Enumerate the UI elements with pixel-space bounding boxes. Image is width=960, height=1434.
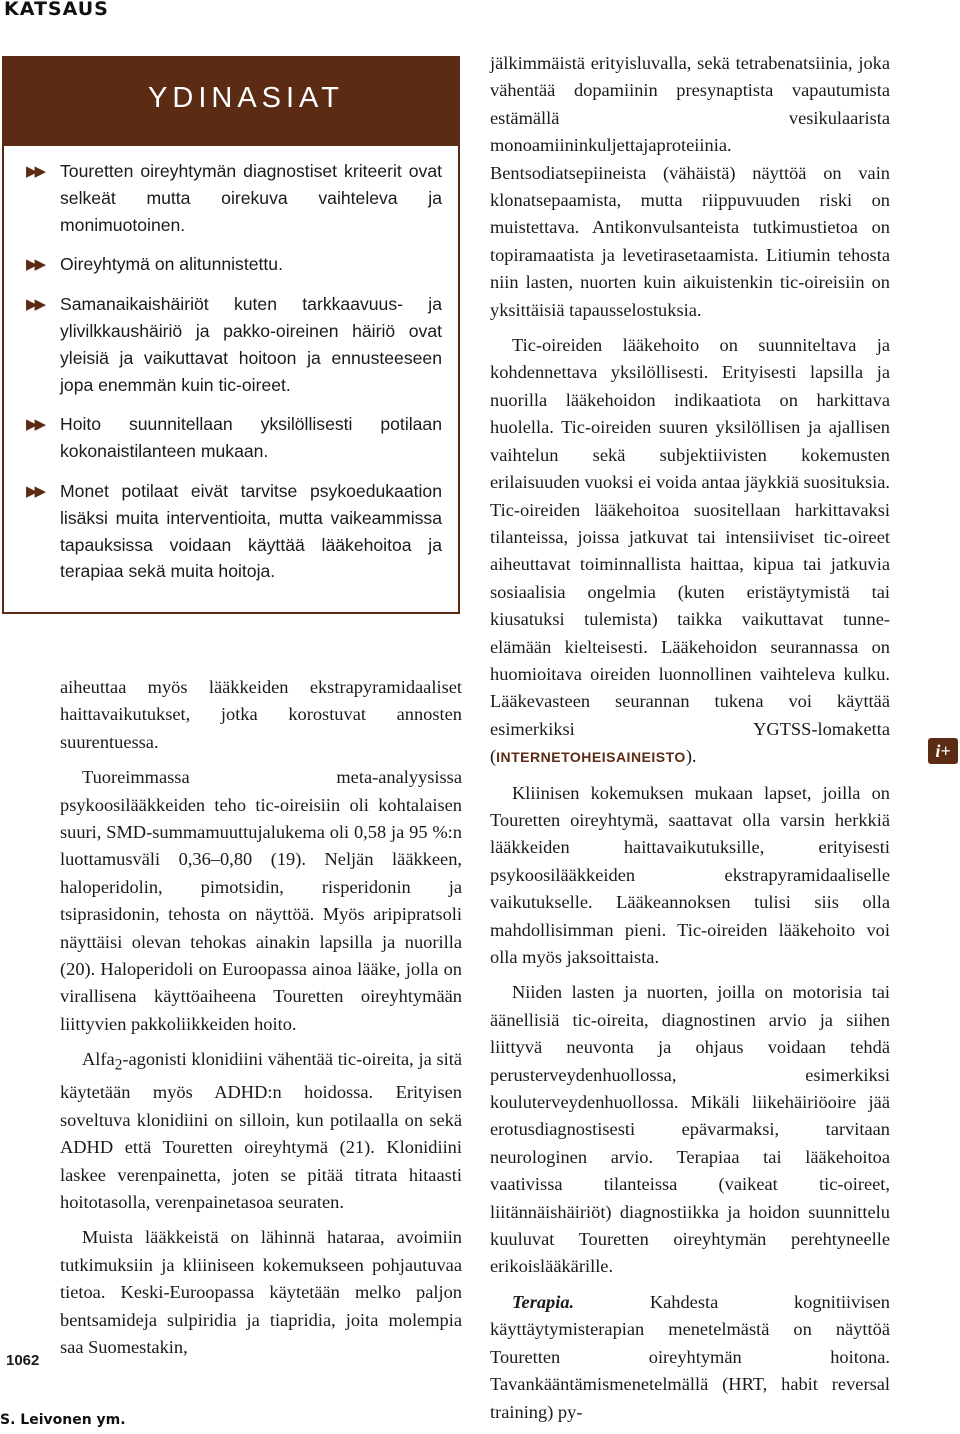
paragraph-text: Tic-oireiden lääkehoito on suunniteltava ja kohdennettava yksilöllisesti. Erityisesti lapsilla ja nuorilla lääkehoidon indikaatiota on harkittava huolella. Tic-oireiden suuren yksilöllisen ja ajallisen vaihtelun sekä subjektiivisten kokemusten erilaisuuden vuoksi ei voida antaa jäykkiä suosituksia. Tic-oireiden lääkehoitoa suositellaan harkittavaksi tilanteissa, joissa jatkuvat tai intensiiviset tic-oireet aiheuttavat toiminnallista haittaa, kipua tai jatkuvia sosiaalisia ongelmia (kuten eristäytymistä tai kiusatuksi tulemista) taikka vaikuttavat tunne-elämään kielteisesti. Lääkehoidon seurannassa on huomioitava oireiden luonnollinen vaihteleva kulku. Lääkevasteen seurannan tukena voi käyttää esimerkiksi YGTSS-lomaketta (	[490, 335, 890, 767]
key-point-text: Samanaikaishäiriöt kuten tarkkaavuus- ja ylivilkkaushäiriö ja pakko-oireinen häiriö ovat yleisiä ja vaikuttavat hoitoon ja ennusteeseen jopa enemmän kuin tic-oireet.	[60, 294, 442, 395]
paragraph: aiheuttaa myös lääkkeiden ekstrapyramidaaliset haittavaikutukset, jotka korostuvat annosten suurentuessa.	[60, 677, 462, 752]
key-points-title: YDINASIAT	[148, 82, 344, 114]
page-number: 1062	[6, 1352, 40, 1369]
paragraph: Muista lääkkeistä on lähinnä hataraa, avoimiin tutkimuksiin ja kliiniseen kokemukseen pohjautuvaa tietoa. Keski-Euroopassa käytetään melko paljon bentsamideja sulpiridia ja tiapridia, joita molempia saa Suomestakin,	[60, 1227, 462, 1358]
left-column	[60, 674, 462, 1361]
double-chevron-icon: ▶▶	[26, 416, 44, 434]
paragraph	[490, 1289, 890, 1426]
right-column	[490, 50, 890, 1426]
key-point-item	[4, 291, 458, 398]
key-points-list	[4, 158, 458, 598]
key-points-header	[4, 58, 458, 146]
key-point-text: Hoito suunnitellaan yksilöllisesti potilaan kokonaistilanteen mukaan.	[60, 414, 442, 462]
internet-supplement-link[interactable]: INTERNETOHEISAINEISTO	[496, 749, 686, 766]
subscript: 2	[114, 1056, 123, 1074]
key-point-item	[4, 478, 458, 585]
key-point-text: Oireyhtymä on alitunnistettu.	[60, 254, 283, 275]
author-footer: S. Leivonen ym.	[0, 1412, 126, 1428]
key-points-box	[2, 56, 460, 614]
key-point-item	[4, 158, 458, 238]
paragraph: Niiden lasten ja nuorten, joilla on motorisia tai äänellisiä tic-oireita, diagnostinen arvio ja siihen liittyvä neuvonta ja ohjaus voidaan tehdä perusterveydenhuollossa, esimerkiksi kouluterveydenhuollossa. Mikäli liikehäiriöoire jää erotusdiagnostisesti epävarmaksi, tarvitaan neurologinen arvio. Terapiaa tai lääkehoitoa vaativissa tilanteissa (vaikeat tic-oireet, liitännäishäiriöt) diagnostiikka ja hoidon suunnittelu kuuluvat Touretten oireyhtymän perehtyneelle erikoislääkärille.	[490, 982, 890, 1277]
paragraph	[60, 1046, 462, 1216]
double-chevron-icon: ▶▶	[26, 296, 44, 314]
paragraph: jälkimmäistä erityisluvalla, sekä tetrabenatsiinia, joka vähentää dopamiinin presynaptista vapautumista estämällä vesikulaarista monoamiininkuljettajaproteiinia. Bentsodiatsepiineista (vähäistä) näyttöä on vain klonatsepaamista, mutta riippuvuuden riski on muistettava. Antikonvulsanteista tutkimustietoa on topiramaatista ja levetirasetaamista. Litiumin tehosta niin lasten, nuorten kuin aikuistenkin tic-oireisiin on yksittäisiä tapausselostuksia.	[490, 53, 890, 320]
paragraph: Tuoreimmassa meta-analyysissa psykoosilääkkeiden teho tic-oireisiin oli kohtalaisen suuri, SMD-summamuuttujalukema oli 0,58 ja 95 %:n luottamusväli 0,36–0,80 (19). Neljän lääkkeen, haloperidolin, pimotsidin, risperidonin ja tsiprasidonin, tehosta on näyttöä. Myös aripipratsoli näyttäisi olevan tehokas ainakin lapsilla ja nuorilla (20). Haloperidoli on Euroopassa ainoa lääke, jolla on virallisena käyttöaiheena Touretten oireyhtymään liittyvien pakkoliikkeiden hoito.	[60, 767, 462, 1034]
paragraph-text: -agonisti klonidiini vähentää tic-oireita, ja sitä käytetään myös ADHD:n hoidossa. Erityisen soveltuva klonidiini on silloin, kun potilaalla on sekä ADHD että Touretten oireyhtymä (21). Klonidiini laskee verenpainetta, joten se pitää titrata hitaasti hoitotasolla, verenpainetasoa seuraten.	[60, 1049, 462, 1212]
paragraph: Kliinisen kokemuksen mukaan lapset, joilla on Touretten oireyhtymä, saattavat olla varsin herkkiä lääkkeiden haittavaikutuksille, erityisesti psykoosilääkkeiden ekstrapyramidaaliselle vaikutukselle. Lääkeannoksen tulisi siis olla mahdollisimman pieni. Tic-oireiden lääkehoito voi olla myös jaksoittaista.	[490, 782, 890, 967]
key-point-text: Touretten oireyhtymän diagnostiset kriteerit ovat selkeät mutta oirekuva vaihteleva ja monimuotoinen.	[60, 161, 442, 235]
paragraph	[490, 332, 890, 772]
double-chevron-icon: ▶▶	[26, 482, 44, 500]
key-point-item	[4, 251, 458, 278]
paragraph-text: Alfa	[82, 1049, 115, 1070]
section-label: KATSAUS	[4, 0, 109, 20]
subsection-title: Terapia.	[512, 1291, 575, 1312]
info-plus-icon[interactable]: i+	[928, 738, 958, 764]
paragraph-text: ).	[685, 746, 697, 767]
key-point-item	[4, 411, 458, 465]
double-chevron-icon: ▶▶	[26, 256, 44, 274]
double-chevron-icon: ▶▶	[26, 163, 44, 180]
paragraph-text: Kahdesta kognitiivisen käyttäytymisterapian menetelmästä on näyttöä Touretten oireyhtymän hoitona. Tavankääntämismenetelmällä (HRT, habit reversal training) py-	[490, 1291, 890, 1422]
key-point-text: Monet potilaat eivät tarvitse psykoedukaation lisäksi muita interventioita, mutta vaikeammissa tapauksissa voidaan käyttää lääkehoitoa ja terapiaa sekä muita hoitoja.	[60, 480, 442, 582]
